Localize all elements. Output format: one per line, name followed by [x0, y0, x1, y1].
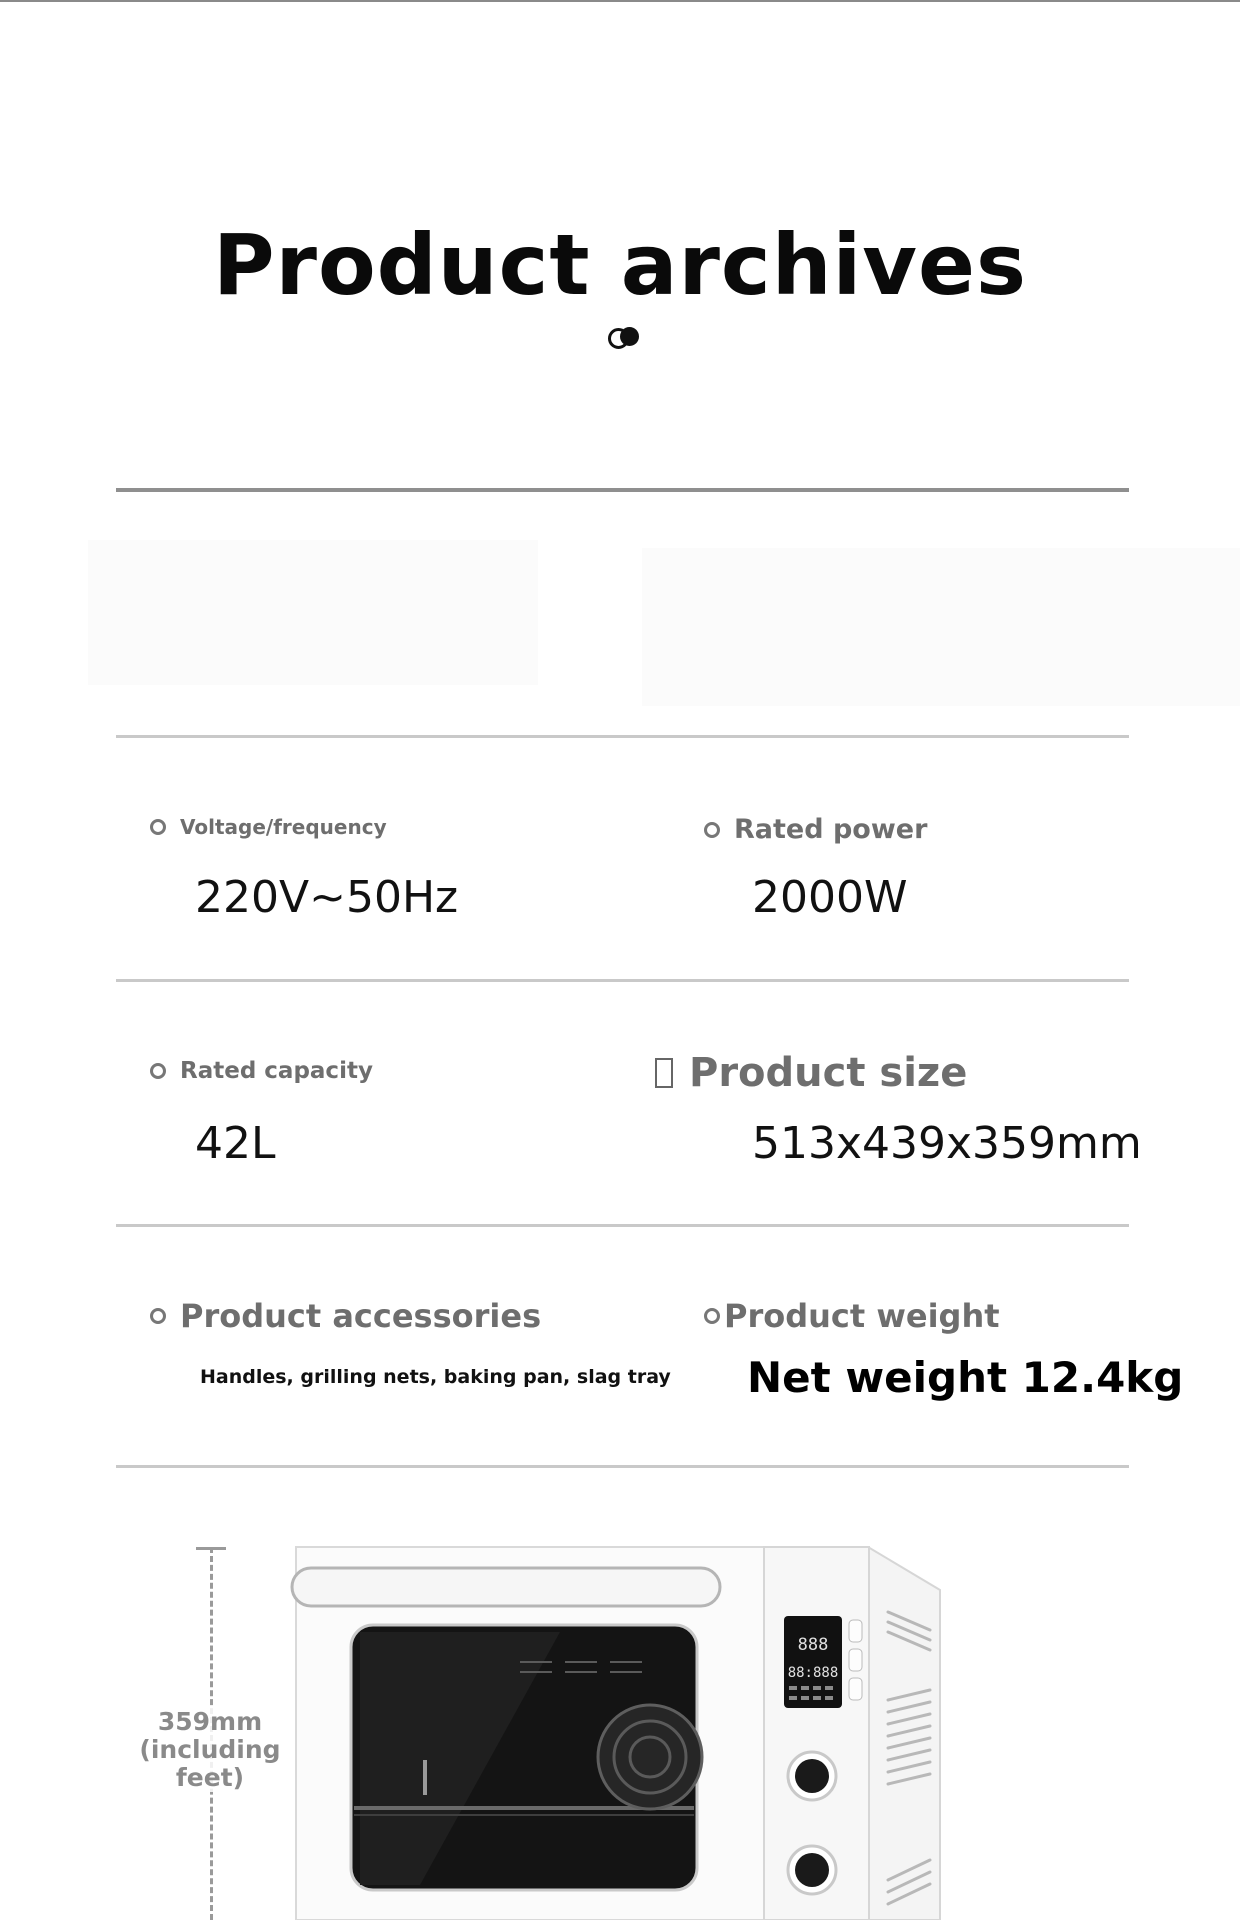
oven-button-2: [849, 1649, 862, 1671]
dimension-line-3: feet): [175, 1763, 245, 1792]
dimension-line-2: (including: [139, 1735, 281, 1764]
capacity-label-text: Rated capacity: [180, 1058, 373, 1084]
oven-button-1: [849, 1620, 862, 1642]
dimension-line-1: 359mm: [157, 1707, 263, 1736]
display-top-digits: 888: [797, 1635, 829, 1655]
spec-value-voltage: 220V~50Hz: [195, 872, 459, 923]
oven-knob-bottom: [795, 1853, 829, 1887]
page-title: Product archives: [212, 216, 1028, 315]
size-label-text: Product size: [689, 1050, 968, 1096]
height-dimension-label: [130, 1708, 290, 1792]
spec-value-power: 2000W: [752, 872, 908, 923]
voltage-label-text: Voltage/frequency: [180, 815, 387, 839]
spec-value-size: 513x439x359mm: [752, 1118, 1142, 1169]
weight-label-text: Product weight: [724, 1297, 1000, 1335]
oven-knob-top: [795, 1759, 829, 1793]
power-label-text: Rated power: [734, 814, 928, 845]
oven-handle: [292, 1568, 720, 1606]
oven-button-3: [849, 1678, 862, 1700]
oven-display: [784, 1616, 842, 1708]
spec-value-weight: Net weight 12.4kg: [747, 1353, 1184, 1402]
spec-value-capacity: 42L: [195, 1118, 276, 1169]
display-bottom-digits: 88:888: [787, 1665, 839, 1681]
accessories-label-text: Product accessories: [180, 1297, 542, 1335]
spec-value-accessories: Handles, grilling nets, baking pan, slag tray: [200, 1366, 671, 1388]
